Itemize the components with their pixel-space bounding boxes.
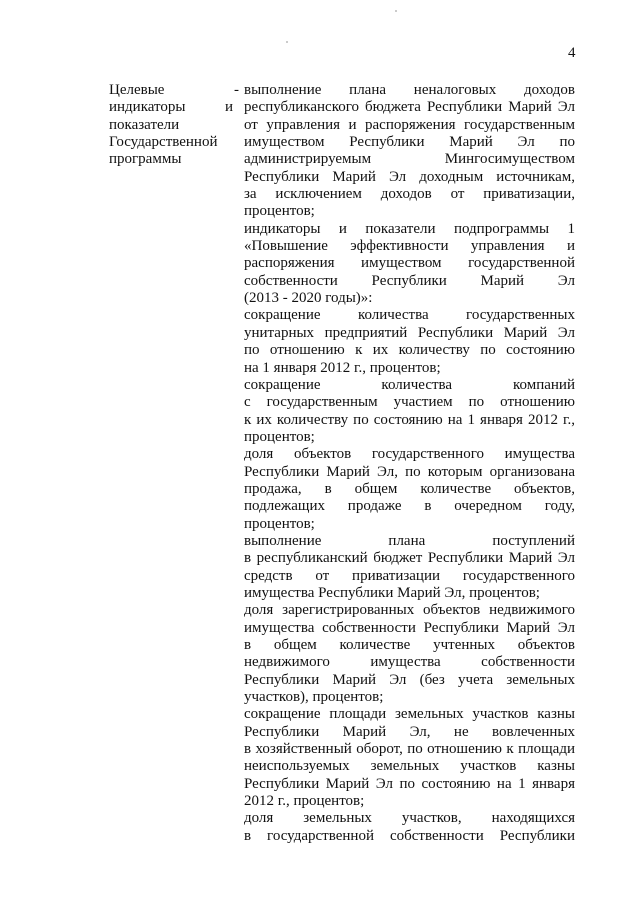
indicator-line: Республики Марий Эл, по которым организована [244,463,575,480]
indicator-line: доля зарегистрированных объектов недвижимого [244,602,575,619]
label-line: индикаторы и [109,99,233,116]
label-line: Государственной [109,134,218,151]
indicator-line: Республики Марий Эл доходным источникам, [244,168,575,185]
indicator-line: в хозяйственный оборот, по отношению к площади [244,741,575,758]
indicator-line: с государственным участием по отношению [244,394,575,411]
indicator-line: распоряжения имуществом государственной [244,255,575,272]
indicator-line: от управления и распоряжения государственным [244,116,575,133]
scan-speck [395,10,397,12]
indicator-line: процентов; [244,428,315,445]
indicator-line: индикаторы и показатели подпрограммы 1 [244,220,575,237]
page-number: 4 [568,45,576,61]
indicator-line: сокращение количества государственных [244,307,575,324]
indicator-line: за исключением доходов от приватизации, [244,186,575,203]
indicator-line: неиспользуемых земельных участков казны [244,758,575,775]
indicator-line: имуществом Республики Марий Эл по [244,134,575,151]
indicator-line: 2012 г., процентов; [244,793,365,810]
label-line: Целевые [109,82,165,98]
indicator-line: Республики Марий Эл по состоянию на 1 января [244,775,575,792]
indicator-line: выполнение плана поступлений [244,532,575,549]
indicator-line: доля объектов государственного имущества [244,446,575,463]
indicator-line: средств от приватизации государственного [244,567,575,584]
indicator-line: в общем количестве учтенных объектов [244,637,575,653]
scan-speck [286,41,288,43]
indicator-line: выполнение плана неналоговых доходов [244,82,575,98]
indicator-line: участков), процентов; [244,689,384,706]
label-line: показатели [109,116,180,133]
indicator-line: имущества собственности Республики Марий Эл [244,619,575,636]
indicator-line: по отношению к их количеству по состоянию [244,342,575,359]
indicator-line: процентов; [244,515,315,532]
indicator-line: продажа, в общем количестве объектов, [244,480,575,497]
indicator-line: Республики Марий Эл, не вовлеченных [244,723,575,740]
indicator-line: процентов; [244,203,315,220]
label-line: программы [109,151,182,168]
indicator-line: к их количеству по состоянию на 1 января 2012 г., [244,411,575,428]
indicator-line: администрируемым Мингосимуществом [244,151,575,168]
indicators-text [244,82,575,845]
indicator-line: на 1 января 2012 г., процентов; [244,359,441,376]
label-dash: - [234,82,239,98]
indicator-line: подлежащих продаже в очередном году, [244,498,575,515]
indicator-line: Республики Марий Эл (без учета земельных [244,671,575,688]
indicator-line: (2013 - 2020 годы)»: [244,290,373,307]
indicator-line: сокращение количества компаний [244,376,575,393]
indicator-line: «Повышение эффективности управления и [244,238,575,255]
indicator-line: недвижимого имущества собственности [244,654,575,671]
indicator-line: в республиканский бюджет Республики Марий Эл [244,550,575,567]
section-label [109,82,233,169]
indicator-line: в государственной собственности Республики [244,827,575,844]
indicator-line: собственности Республики Марий Эл [244,272,575,289]
indicator-line: сокращение площади земельных участков казны [244,706,575,723]
indicator-line: имущества Республики Марий Эл, процентов; [244,584,540,601]
indicator-line: доля земельных участков, находящихся [244,810,575,827]
indicator-line: унитарных предприятий Республики Марий Эл [244,324,575,341]
indicator-line: республиканского бюджета Республики Марий Эл [244,99,575,116]
